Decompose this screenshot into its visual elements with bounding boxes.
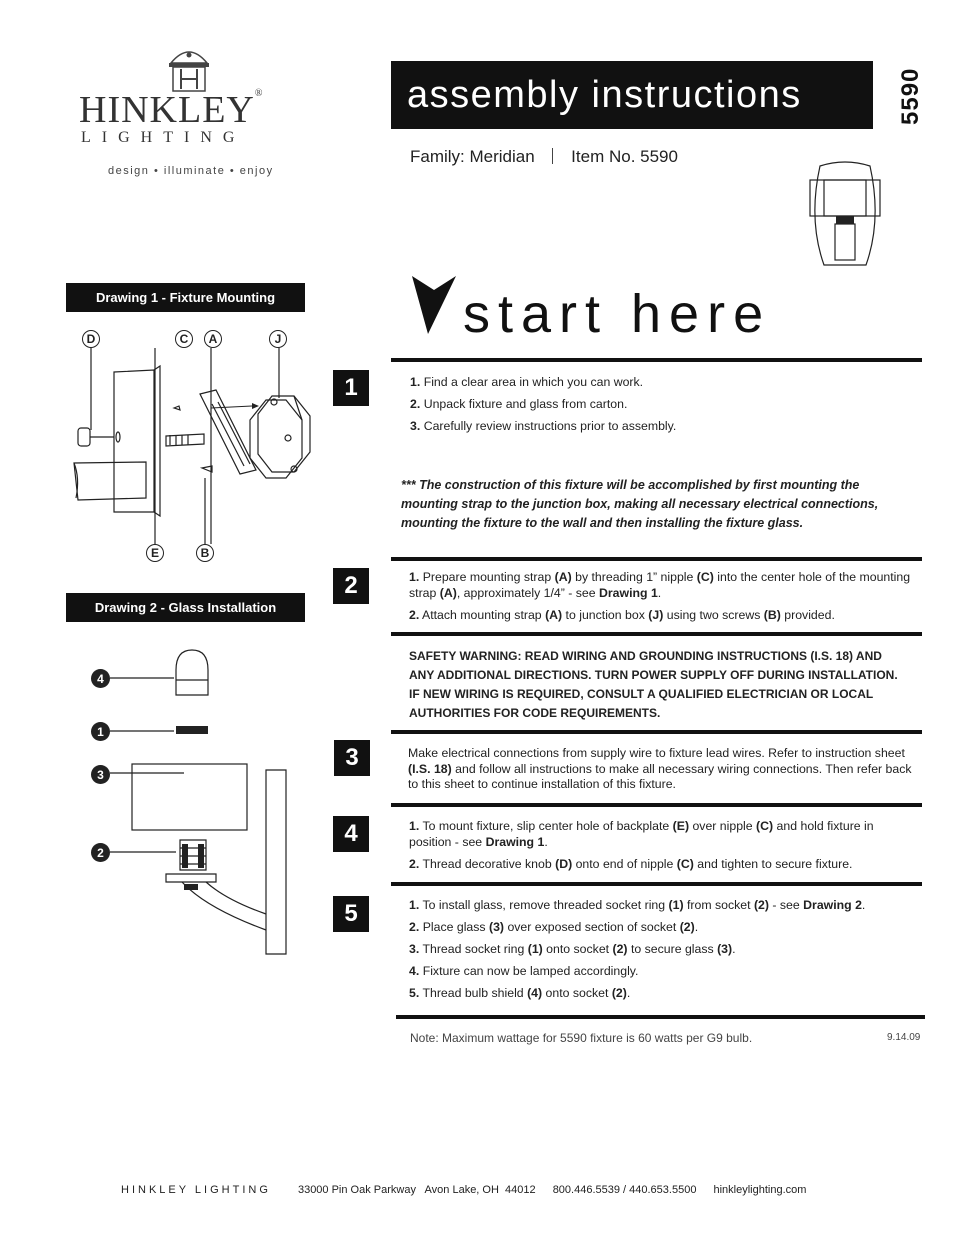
safety-warning: SAFETY WARNING: READ WIRING AND GROUNDING INSTRUCTIONS (I.S. 18) AND ANY ADDITIONAL DIRECTIONS. TURN POWER SUPPLY OFF DURING INSTALLATION. IF NEW WIRING IS REQUIRED, CONSULT A QUALIFIED ELECTRICIAN OR LOCAL AUTHORITIES FOR CODE REQUIREMENTS.	[409, 649, 898, 720]
page-title: assembly instructions	[391, 61, 873, 129]
logo-subtitle: LIGHTING	[81, 129, 246, 146]
step2-number: 2	[333, 568, 369, 604]
footer-address: 33000 Pin Oak Parkway Avon Lake, OH 44012	[297, 1184, 536, 1196]
lantern-logo-icon	[163, 45, 215, 93]
list-item: 1. Prepare mounting strap (A) by threading 1” nipple (C) into the center hole of the mounting strap (A), approximately 1/4” - see Drawing 1.	[409, 570, 911, 600]
start-arrow-icon	[412, 276, 456, 336]
drawing1-illustration	[66, 348, 326, 544]
list-item: 3. Thread socket ring (1) onto socket (2) to secure glass (3).	[409, 942, 736, 956]
callout-3: 3	[91, 765, 110, 784]
callout-d: D	[82, 330, 100, 348]
step3-rule	[391, 730, 922, 734]
list-item: 2. Unpack fixture and glass from carton.	[410, 397, 628, 411]
item-label: Item No. 5590	[571, 147, 678, 166]
revision-date: 9.14.09	[887, 1032, 921, 1043]
step2-rule	[391, 557, 922, 561]
step5-text	[409, 894, 919, 1004]
step2-text	[409, 570, 917, 624]
fixture-illustration	[806, 160, 884, 270]
list-item: 1. Find a clear area in which you can work.	[410, 375, 644, 389]
footer-company: HINKLEY LIGHTING	[121, 1184, 271, 1196]
footer-website[interactable]: hinkleylighting.com	[713, 1184, 807, 1196]
list-item: 3. Carefully review instructions prior to assembly.	[410, 419, 677, 433]
list-item: 1. To install glass, remove threaded socket ring (1) from socket (2) - see Drawing 2.	[409, 898, 866, 912]
step3-text: Make electrical connections from supply wire to fixture lead wires. Refer to instruction sheet (I.S. 18) and follow all instructions to make all necessary wiring connections. Then refer back to this sheet to continue installation of this fixture.	[408, 746, 912, 791]
callout-j: J	[269, 330, 287, 348]
callout-2: 2	[91, 843, 110, 862]
step1-rule	[391, 358, 922, 362]
wattage-note: Note: Maximum wattage for 5590 fixture is 60 watts per G9 bulb.	[410, 1031, 753, 1045]
step4-number: 4	[333, 816, 369, 852]
construction-note: *** The construction of this fixture will be accomplished by first mounting the mounting strap to the junction box, making all necessary electrical connections, mounting the fixture to the wall and then installing the fixture glass.	[401, 478, 879, 530]
drawing2-illustration	[66, 640, 326, 960]
start-here-heading: start here	[463, 284, 772, 344]
list-item: 2. Place glass (3) over exposed section of socket (2).	[409, 920, 699, 934]
warning-rule	[391, 632, 922, 636]
list-item: 1. To mount fixture, slip center hole of backplate (E) over nipple (C) and hold fixture in position - see Drawing 1.	[409, 819, 874, 849]
footer-phone: 800.446.5539 / 440.653.5500	[552, 1184, 697, 1196]
step5-rule	[391, 882, 922, 886]
list-item: 2. Attach mounting strap (A) to junction box (J) using two screws (B) provided.	[409, 608, 835, 622]
list-item: 4. Fixture can now be lamped accordingly.	[409, 964, 639, 978]
callout-b: B	[196, 544, 214, 562]
callout-1: 1	[91, 722, 110, 741]
list-item: 5. Thread bulb shield (4) onto socket (2).	[409, 986, 631, 1000]
drawing2-label: Drawing 2 - Glass Installation	[66, 593, 305, 622]
note-rule	[396, 1015, 925, 1019]
logo-wordmark: HINKLEY®	[79, 88, 264, 131]
step1-number: 1	[333, 370, 369, 406]
step1-text	[410, 371, 920, 437]
step3-number: 3	[334, 740, 370, 776]
item-number-vertical: 5590	[897, 67, 924, 125]
callout-4: 4	[91, 669, 110, 688]
step4-text	[409, 819, 919, 873]
family-label: Family: Meridian	[410, 147, 535, 166]
step4-rule	[391, 803, 922, 807]
callout-a: A	[204, 330, 222, 348]
family-item-line	[410, 147, 678, 167]
step5-number: 5	[333, 896, 369, 932]
callout-c: C	[175, 330, 193, 348]
callout-e: E	[146, 544, 164, 562]
list-item: 2. Thread decorative knob (D) onto end of nipple (C) and tighten to secure fixture.	[409, 857, 853, 871]
footer	[121, 1184, 921, 1196]
logo-tagline: design • illuminate • enjoy	[108, 165, 274, 177]
drawing1-label: Drawing 1 - Fixture Mounting	[66, 283, 305, 312]
